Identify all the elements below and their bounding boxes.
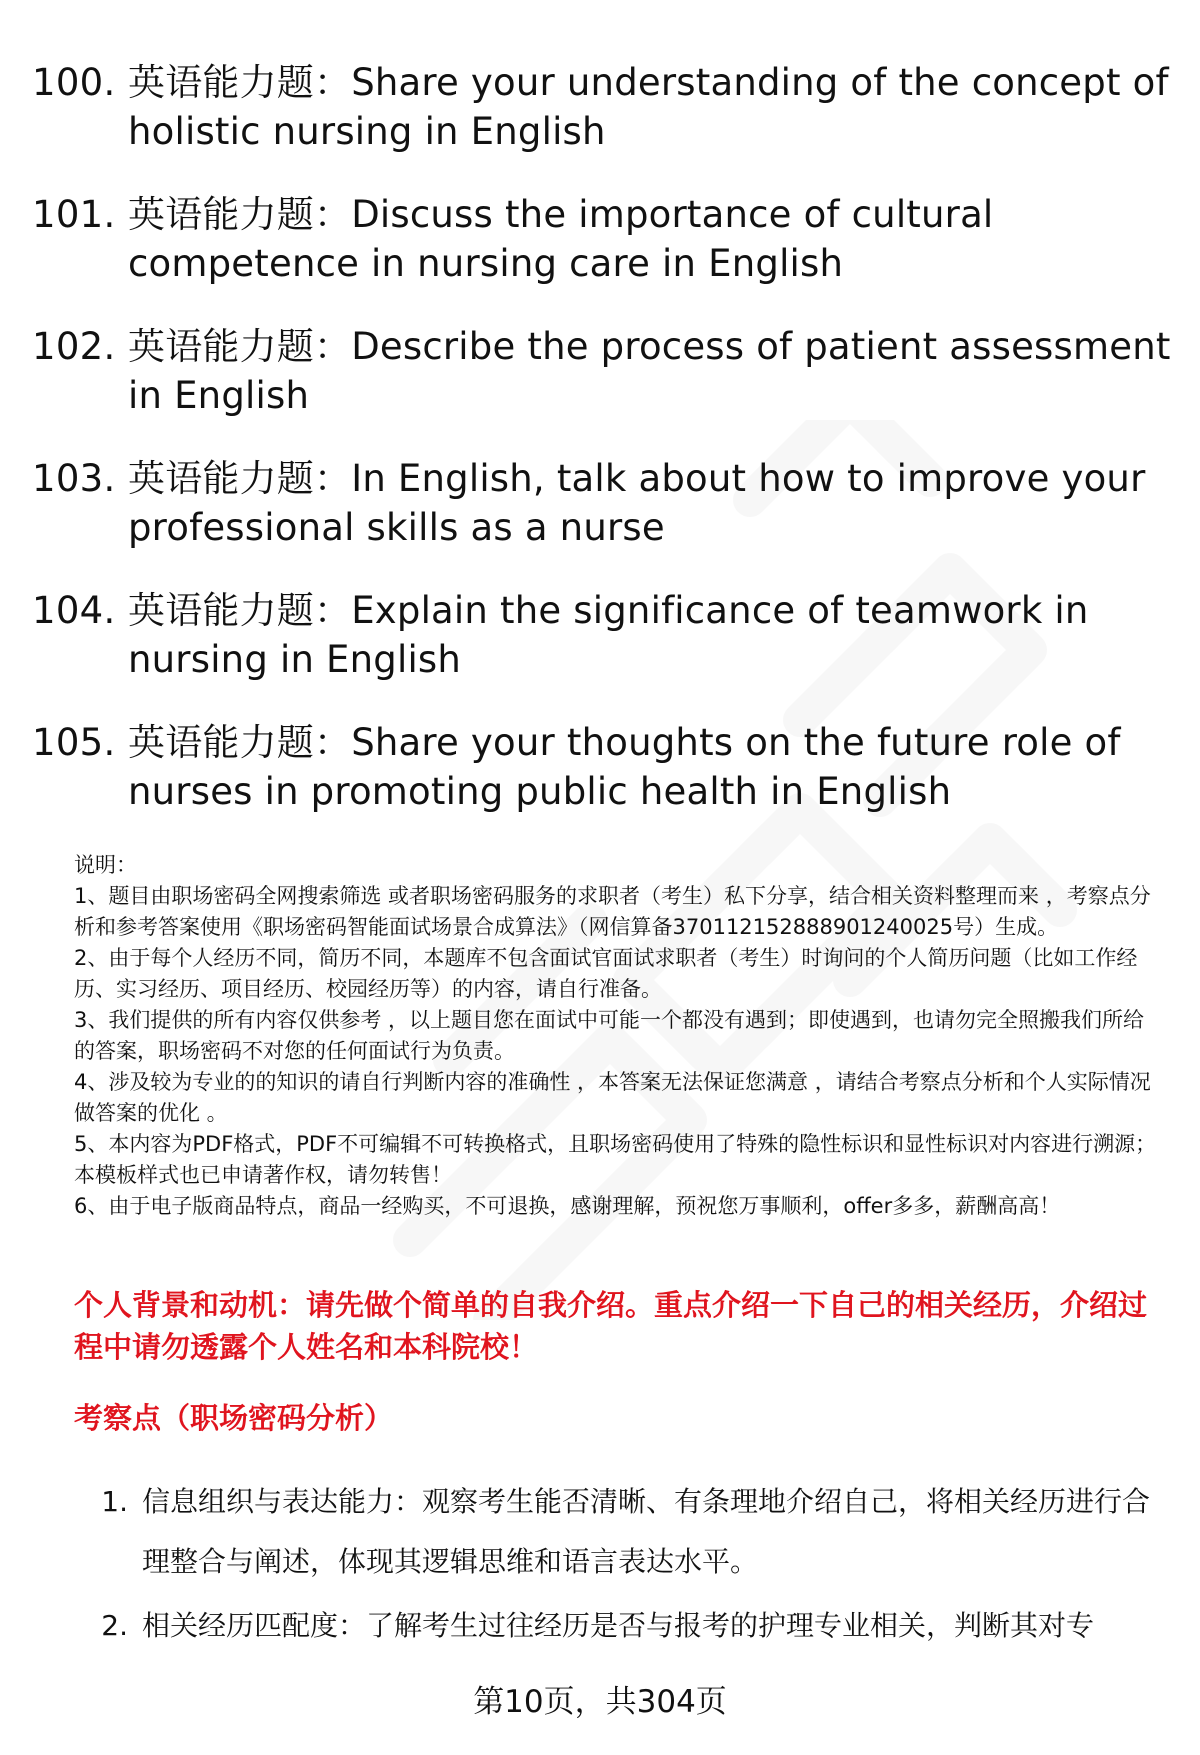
question-label: 英语能力题： bbox=[128, 325, 352, 368]
analysis-list bbox=[78, 1472, 1158, 1660]
question-body: Share your understanding of the concept of holistic nursing in English bbox=[128, 61, 1169, 153]
question-body: Describe the process of patient assessment in English bbox=[128, 325, 1171, 417]
question-list bbox=[32, 58, 1172, 850]
analysis-number: 1. bbox=[101, 1485, 128, 1518]
note-item: 5、本内容为PDF格式，PDF不可编辑不可转换格式，且职场密码使用了特殊的隐性标识和显性标识对内容进行溯源；本模板样式也已申请著作权，请勿转售！ bbox=[74, 1132, 1157, 1187]
interview-prompt: 个人背景和动机：请先做个简单的自我介绍。重点介绍一下自己的相关经历，介绍过程中请勿透露个人姓名和本科院校！ bbox=[74, 1288, 1148, 1364]
analysis-item bbox=[78, 1472, 1158, 1592]
question-item bbox=[32, 58, 1172, 156]
note-item: 3、我们提供的所有内容仅供参考 ，以上题目您在面试中可能一个都没有遇到；即使遇到，也请勿完全照搬我们所给的答案，职场密码不对您的任何面试行为负责。 bbox=[74, 1008, 1145, 1063]
question-text bbox=[128, 58, 1172, 156]
note-item: 1、题目由职场密码全网搜索筛选 或者职场密码服务的求职者（考生）私下分享，结合相关资料整理而来 ，考察点分析和参考答案使用《职场密码智能面试场景合成算法》（网信算备370112152888901240025号）生成。 bbox=[74, 884, 1151, 939]
question-number: 102. bbox=[32, 325, 116, 368]
question-text bbox=[128, 322, 1172, 420]
question-body: Discuss the importance of cultural competence in nursing care in English bbox=[128, 193, 994, 285]
page-footer: 第10页，共304页 bbox=[473, 1684, 727, 1720]
note-item: 6、由于电子版商品特点，商品一经购买，不可退换，感谢理解，预祝您万事顺利，offer多多，薪酬高高！ bbox=[74, 1194, 1061, 1218]
notes-heading: 说明： bbox=[74, 853, 137, 877]
analysis-item bbox=[78, 1596, 1158, 1656]
question-item bbox=[32, 454, 1172, 552]
question-number: 103. bbox=[32, 457, 116, 500]
question-label: 英语能力题： bbox=[128, 589, 352, 632]
question-text bbox=[128, 190, 1172, 288]
question-body: Share your thoughts on the future role of nurses in promoting public health in English bbox=[128, 721, 1121, 813]
question-item bbox=[32, 190, 1172, 288]
question-item bbox=[32, 718, 1172, 816]
question-number: 105. bbox=[32, 721, 116, 764]
analysis-text: 信息组织与表达能力：观察考生能否清晰、有条理地介绍自己，将相关经历进行合理整合与阐述，体现其逻辑思维和语言表达水平。 bbox=[142, 1485, 1151, 1578]
section-title: 考察点（职场密码分析） bbox=[74, 1401, 394, 1435]
question-text bbox=[128, 718, 1172, 816]
note-item: 2、由于每个人经历不同，简历不同，本题库不包含面试官面试求职者（考生）时询问的个人简历问题（比如工作经历、实习经历、项目经历、校园经历等）的内容，请自行准备。 bbox=[74, 946, 1138, 1001]
question-body: Explain the significance of teamwork in nursing in English bbox=[128, 589, 1089, 681]
question-number: 104. bbox=[32, 589, 116, 632]
question-body: In English, talk about how to improve your professional skills as a nurse bbox=[128, 457, 1146, 549]
question-label: 英语能力题： bbox=[128, 721, 352, 764]
question-text bbox=[128, 454, 1172, 552]
question-label: 英语能力题： bbox=[128, 193, 352, 236]
note-item: 4、涉及较为专业的的知识的请自行判断内容的准确性 ，本答案无法保证您满意 ，请结合考察点分析和个人实际情况做答案的优化 。 bbox=[74, 1070, 1151, 1125]
question-number: 100. bbox=[32, 61, 116, 104]
question-label: 英语能力题： bbox=[128, 61, 352, 104]
question-label: 英语能力题： bbox=[128, 457, 352, 500]
notes-section bbox=[74, 850, 1164, 1222]
question-item bbox=[32, 586, 1172, 684]
question-item bbox=[32, 322, 1172, 420]
question-text bbox=[128, 586, 1172, 684]
analysis-text: 相关经历匹配度：了解考生过往经历是否与报考的护理专业相关，判断其对专 bbox=[142, 1609, 1095, 1642]
question-number: 101. bbox=[32, 193, 116, 236]
analysis-number: 2. bbox=[101, 1609, 128, 1642]
